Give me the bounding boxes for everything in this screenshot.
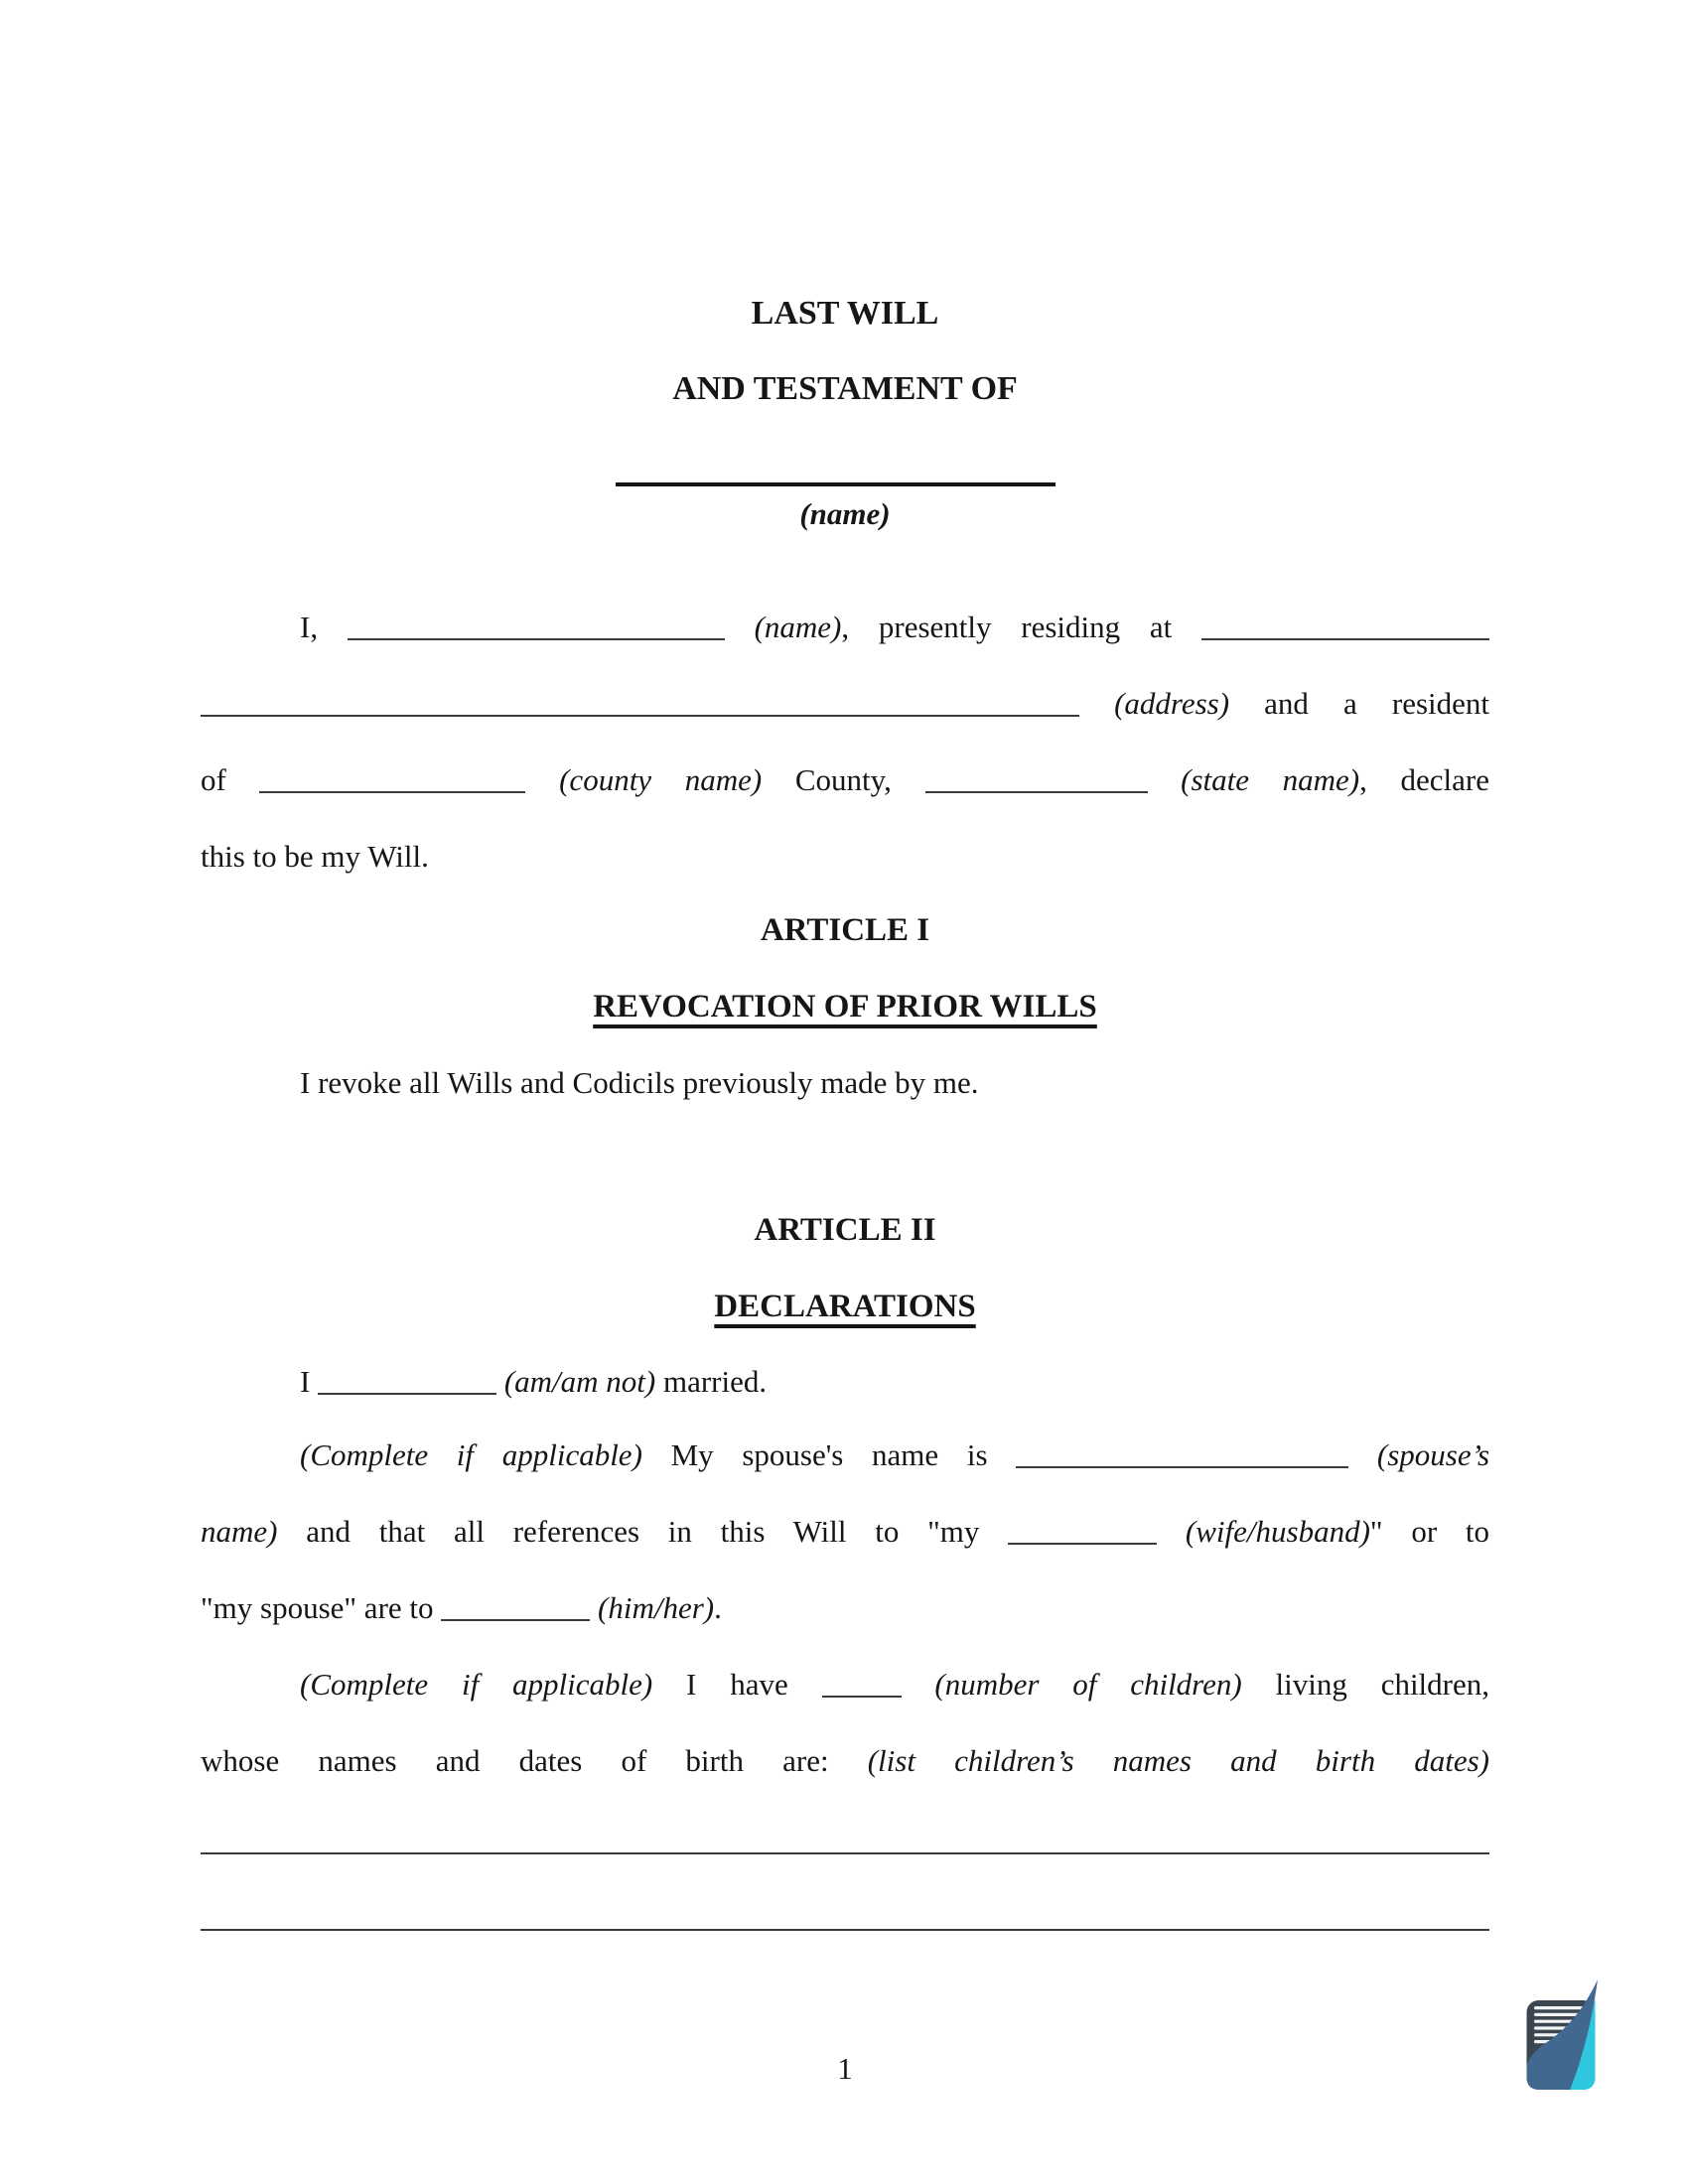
testator-name-signature-line[interactable] (616, 449, 1055, 486)
document-title-line-2: AND TESTAMENT OF (672, 370, 1018, 407)
state-name-blank[interactable] (925, 791, 1148, 793)
instruction-hint: (am/am not) (503, 1364, 656, 1399)
body-text (525, 762, 559, 797)
body-text: I (300, 1364, 319, 1399)
am-am-not-blank[interactable] (318, 1393, 496, 1395)
article-1-subheading-text: REVOCATION OF PRIOR WILLS (593, 989, 1097, 1024)
number-of-children-blank[interactable] (822, 1696, 902, 1698)
body-text (1148, 762, 1182, 797)
body-text: of (201, 762, 260, 797)
body-text (725, 610, 755, 644)
county-name-blank[interactable] (259, 791, 525, 793)
children-list-blank-1[interactable] (201, 1852, 1489, 1854)
document-title-line-1: LAST WILL (751, 295, 939, 332)
instruction-hint: (name) (754, 610, 842, 644)
body-text: "my spouse" are to (201, 1590, 442, 1625)
children-list-line-2 (201, 1899, 1489, 1937)
body-text: I, (300, 610, 348, 644)
page-number: 1 (837, 2051, 853, 2086)
address-blank-2[interactable] (201, 715, 1079, 717)
spouse-paragraph-line-2 (201, 1513, 1489, 1551)
instruction-hint: (wife/husband) (1185, 1514, 1370, 1549)
opening-paragraph-line-1 (201, 609, 1489, 646)
opening-paragraph-line-4 (201, 838, 1489, 876)
article-2-subheading-text: DECLARATIONS (714, 1289, 976, 1324)
children-paragraph-line-1 (201, 1666, 1489, 1704)
spouse-name-blank[interactable] (1016, 1466, 1348, 1468)
body-text (590, 1590, 598, 1625)
body-text: and that all references in this Will to "my (277, 1514, 1009, 1549)
body-text: married. (655, 1364, 768, 1399)
body-text: My spouse's name is (641, 1437, 1017, 1472)
body-text: this to be my Will. (201, 839, 429, 874)
body-text: I have (652, 1667, 822, 1702)
body-text: County, (762, 762, 925, 797)
body-text (1079, 686, 1114, 721)
him-her-blank[interactable] (441, 1619, 590, 1621)
instruction-hint: (address) (1114, 686, 1230, 721)
instruction-hint: (him/her) (598, 1590, 715, 1625)
body-text: living children, (1241, 1667, 1490, 1702)
document-brand-logo (1526, 1979, 1600, 2091)
article-1-subheading (201, 988, 1489, 1025)
instruction-hint: (number of children) (934, 1667, 1242, 1702)
children-list-line-1 (201, 1823, 1489, 1860)
body-text: and a resident (1229, 686, 1490, 721)
instruction-hint: (state name) (1181, 762, 1360, 797)
body-text: , declare (1359, 762, 1489, 797)
opening-paragraph-line-3 (201, 761, 1489, 799)
revocation-text: I revoke all Wills and Codicils previously made by me. (300, 1065, 979, 1100)
address-blank-1[interactable] (1201, 638, 1489, 640)
instruction-hint: name) (201, 1514, 278, 1549)
body-text (1348, 1437, 1377, 1472)
body-text: , presently residing at (841, 610, 1201, 644)
instruction-hint: (spouse’s (1376, 1437, 1490, 1472)
testator-name-blank[interactable] (348, 638, 725, 640)
body-text (1157, 1514, 1186, 1549)
instruction-hint: (county name) (559, 762, 763, 797)
body-text: " or to (1369, 1514, 1490, 1549)
article-2-subheading (201, 1288, 1489, 1325)
body-text: . (714, 1590, 722, 1625)
body-text (902, 1667, 935, 1702)
spouse-paragraph-line-3 (201, 1589, 1489, 1627)
article-2-heading: ARTICLE II (754, 1212, 936, 1248)
married-declaration-line (201, 1363, 1489, 1401)
wife-husband-blank[interactable] (1008, 1543, 1157, 1545)
name-hint: (name) (799, 496, 891, 531)
instruction-hint: (Complete if applicable) (300, 1437, 642, 1472)
body-text: whose names and dates of birth are: (201, 1743, 868, 1778)
body-text (496, 1364, 504, 1399)
children-list-blank-2[interactable] (201, 1929, 1489, 1931)
article-1-heading: ARTICLE I (760, 912, 930, 948)
instruction-hint: (Complete if applicable) (300, 1667, 653, 1702)
spouse-paragraph-line-1 (201, 1436, 1489, 1474)
children-paragraph-line-2 (201, 1742, 1489, 1780)
opening-paragraph-line-2 (201, 685, 1489, 723)
instruction-hint: (list children’s names and birth dates) (867, 1743, 1489, 1778)
